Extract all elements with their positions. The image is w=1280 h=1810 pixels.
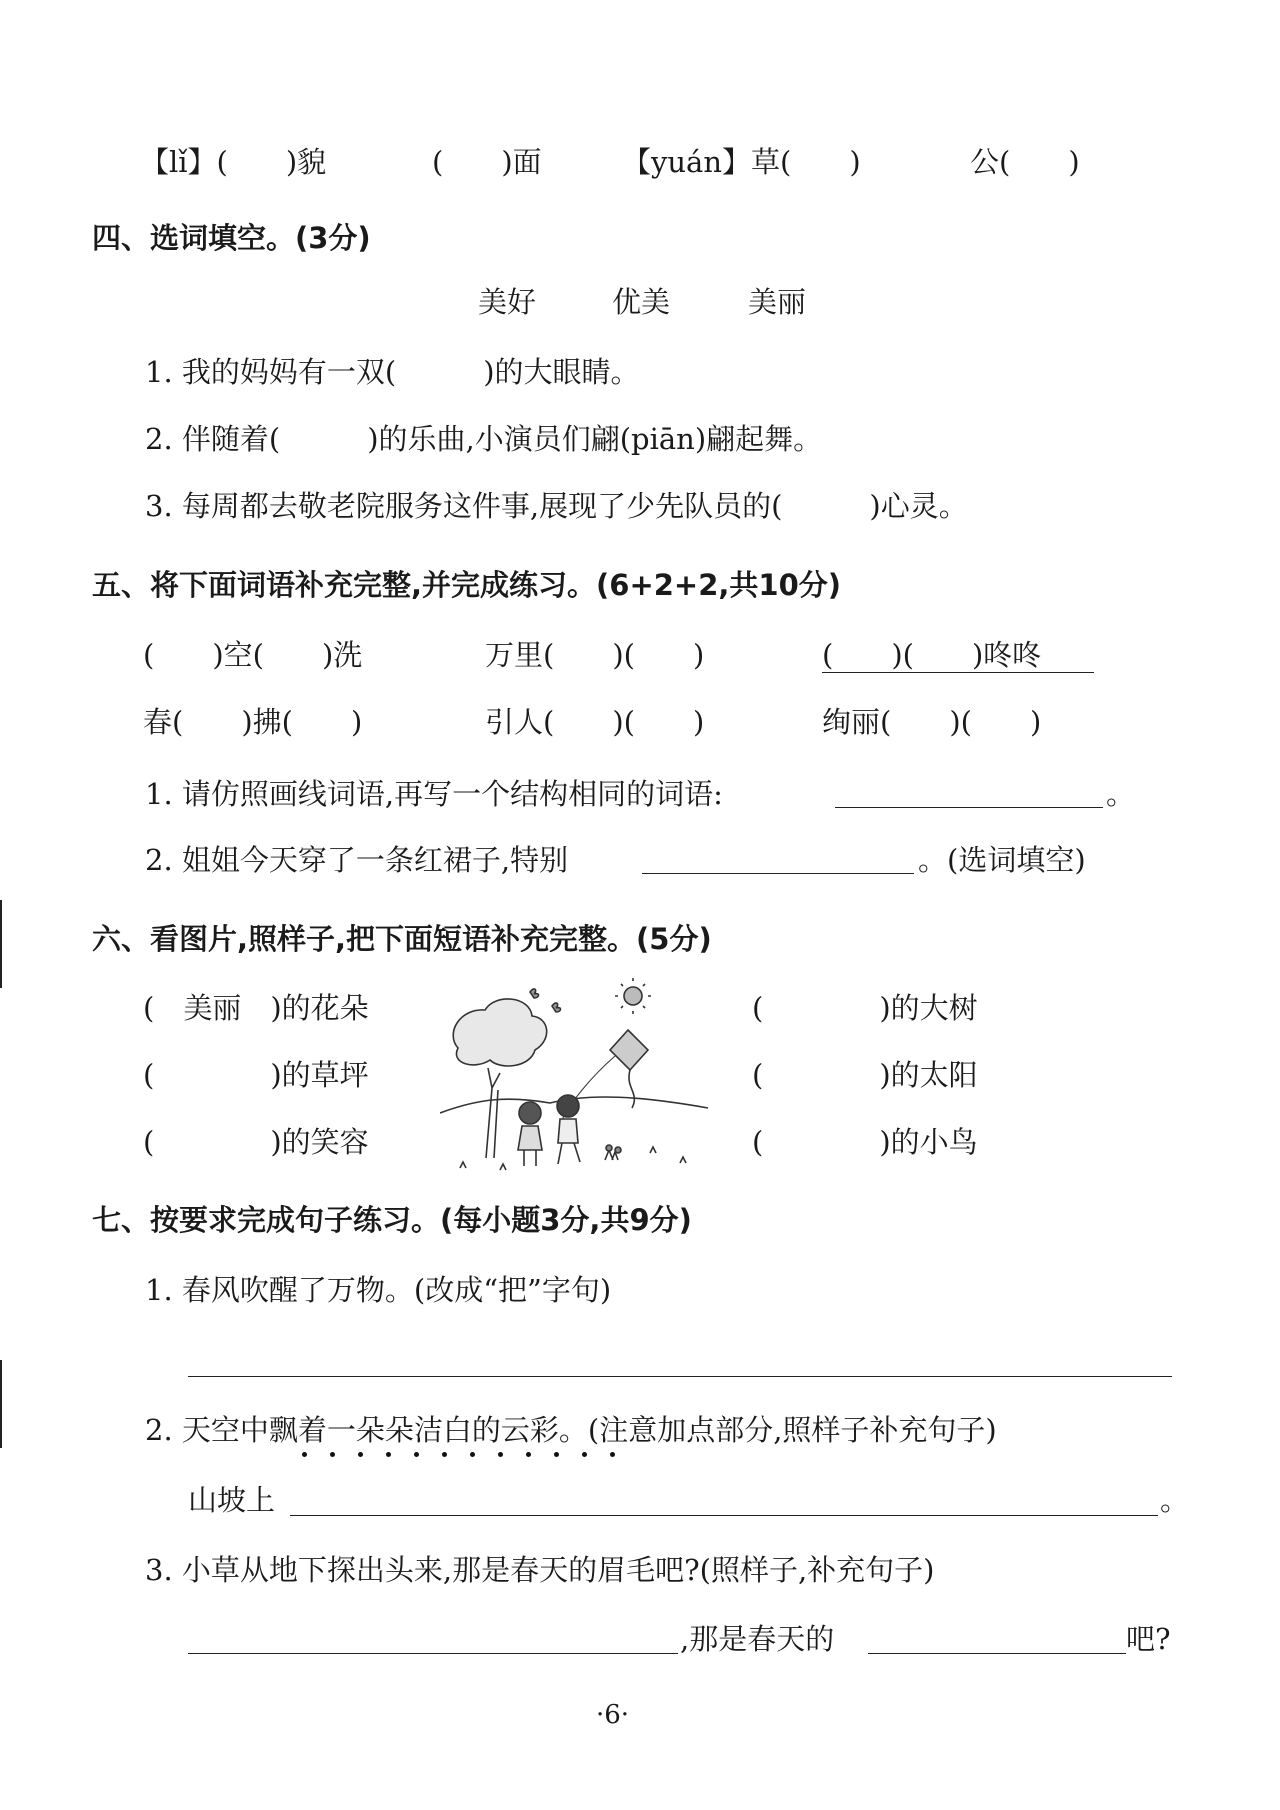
emphasis-dot xyxy=(414,1452,419,1457)
phrase-blank: ( )的小鸟 xyxy=(752,1125,978,1159)
emphasis-dot xyxy=(442,1452,447,1457)
section5-title: 五、将下面词语补充完整,并完成练习。(6+2+2,共10分) xyxy=(92,568,842,602)
word-option: 美好 xyxy=(478,285,537,319)
question-item: 1. 请仿照画线词语,再写一个结构相同的词语: xyxy=(145,777,723,811)
phrase-blank: ( )的大树 xyxy=(752,991,978,1025)
answer-line xyxy=(188,1376,1172,1377)
answer-line xyxy=(290,1515,1158,1516)
question-item: 2. 伴随着( )的乐曲,小演员们翩(piān)翩起舞。 xyxy=(145,422,823,456)
emphasis-dot xyxy=(582,1452,587,1457)
word-li-mao: 【lǐ】( )貌 xyxy=(140,145,327,179)
section7-title: 七、按要求完成句子练习。(每小题3分,共9分) xyxy=(92,1203,692,1237)
emphasis-dot xyxy=(358,1452,363,1457)
word-mian: ( )面 xyxy=(432,145,542,179)
idiom-blank: 引人( )( ) xyxy=(485,705,705,739)
question-item: 2. 姐姐今天穿了一条红裙子,特别 xyxy=(145,843,569,877)
section4-title: 四、选词填空。(3分) xyxy=(92,221,371,255)
sentence-middle: ,那是春天的 xyxy=(680,1622,835,1656)
sentence-prefix: 山坡上 xyxy=(188,1483,276,1517)
page-number: ·6· xyxy=(596,1700,630,1730)
emphasis-dot xyxy=(498,1452,503,1457)
question-item: 3. 小草从地下探出头来,那是春天的眉毛吧?(照样子,补充句子) xyxy=(145,1553,935,1587)
answer-line xyxy=(835,807,1103,808)
phrase-blank: ( )的笑容 xyxy=(143,1125,369,1159)
idiom-underline xyxy=(822,672,1094,673)
emphasis-dot xyxy=(554,1452,559,1457)
question-item: 2. 天空中飘着一朵朵洁白的云彩。(注意加点部分,照样子补充句子) xyxy=(145,1413,997,1447)
idiom-blank-underlined: ( )( )咚咚 xyxy=(822,638,1042,672)
answer-line xyxy=(188,1653,678,1654)
section6-title: 六、看图片,照样子,把下面短语补充完整。(5分) xyxy=(92,922,712,956)
margin-mark xyxy=(0,1360,2,1448)
margin-mark xyxy=(0,900,2,988)
question-item: 1. 我的妈妈有一双( )的大眼睛。 xyxy=(145,355,640,389)
phrase-blank: ( )的太阳 xyxy=(752,1058,978,1092)
idiom-blank: 万里( )( ) xyxy=(485,638,705,672)
emphasis-dot xyxy=(386,1452,391,1457)
question-item: 3. 每周都去敬老院服务这件事,展现了少先队员的( )心灵。 xyxy=(145,489,968,523)
word-option: 优美 xyxy=(612,285,671,319)
emphasis-dot xyxy=(526,1452,531,1457)
emphasis-dot xyxy=(302,1452,307,1457)
question-item: 1. 春风吹醒了万物。(改成“把”字句) xyxy=(145,1273,612,1307)
punct: 。 xyxy=(1106,777,1136,811)
phrase-blank: ( )的草坪 xyxy=(143,1058,369,1092)
word-option: 美丽 xyxy=(748,285,807,319)
word-yuan-cao: 【yuán】草( ) xyxy=(622,145,861,179)
sentence-end: 吧? xyxy=(1126,1622,1171,1656)
idiom-blank: ( )空( )洗 xyxy=(143,638,363,672)
idiom-blank: 绚丽( )( ) xyxy=(822,705,1042,739)
punct: 。 xyxy=(1160,1483,1190,1517)
word-gong: 公( ) xyxy=(970,145,1080,179)
emphasis-dot xyxy=(610,1452,615,1457)
emphasis-dot xyxy=(330,1452,335,1457)
phrase-blank: ( 美丽 )的花朵 xyxy=(143,991,369,1025)
emphasis-dot xyxy=(470,1452,475,1457)
idiom-blank: 春( )拂( ) xyxy=(143,705,363,739)
kite-illustration xyxy=(440,978,708,1178)
question-note: 。(选词填空) xyxy=(918,843,1086,877)
answer-line xyxy=(642,873,914,874)
answer-line xyxy=(868,1653,1126,1654)
